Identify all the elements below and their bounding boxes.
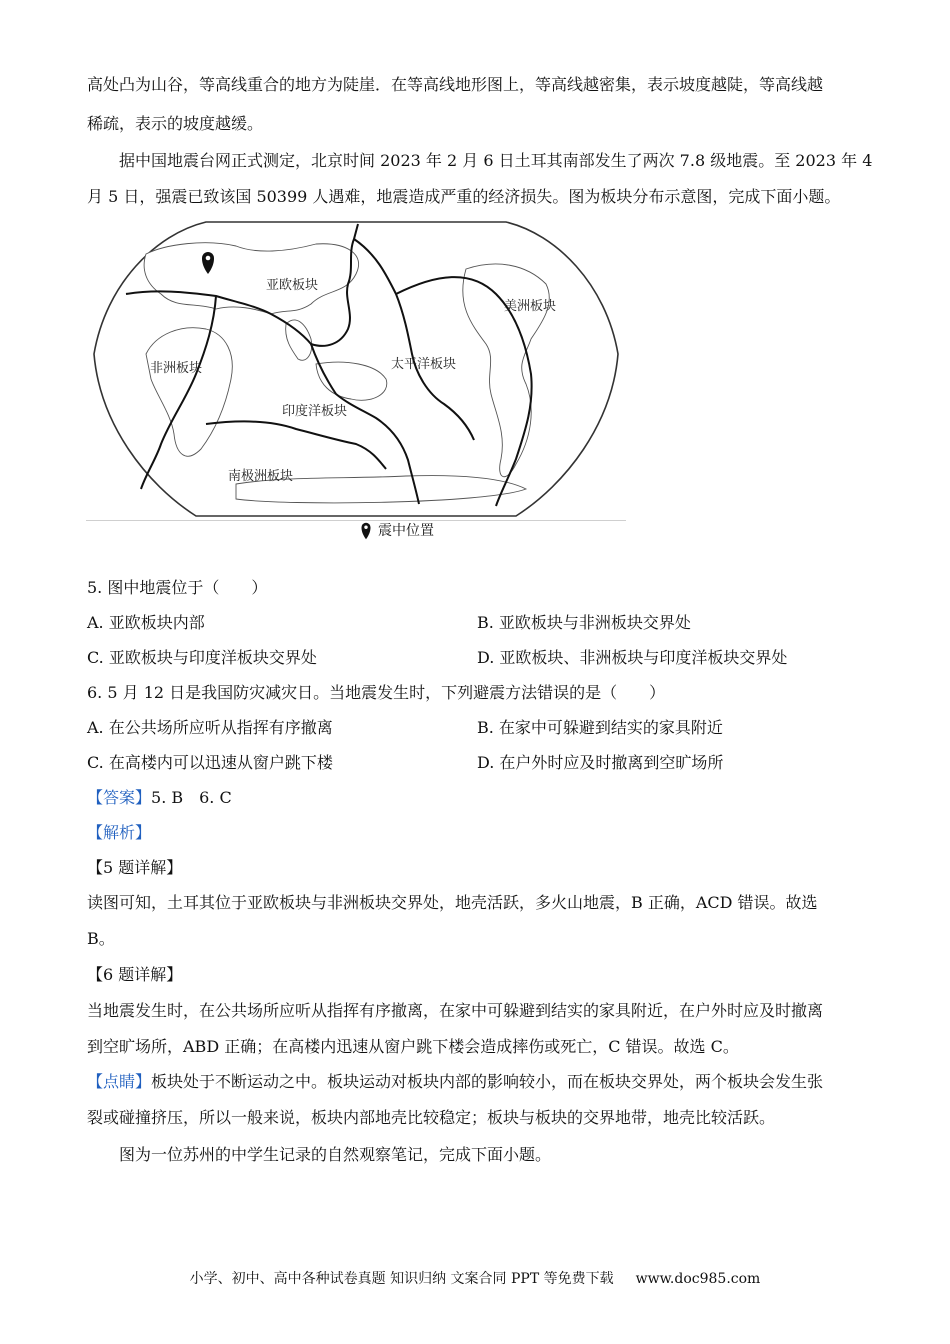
stem-line-1: 据中国地震台网正式测定，北京时间 2023 年 2 月 6 日土耳其南部发生了两次 7.8 级地震。至 2023 年 4 [119, 151, 873, 170]
detail5-line-1: 读图可知，土耳其位于亚欧板块与非洲板块交界处，地壳活跃，多火山地震，B 正确，ACD 错误。故选 [87, 893, 818, 912]
q5-stem: 5. 图中地震位于（ ） [87, 578, 268, 597]
map-legend [360, 520, 434, 542]
answer-line [87, 787, 232, 809]
label-indian-plate: 印度洋板块 [282, 404, 348, 419]
q5-option-a: A. 亚欧板块内部 [87, 613, 205, 632]
label-african-plate: 非洲板块 [150, 361, 203, 376]
tip-line-1 [87, 1071, 823, 1093]
q6-option-b: B. 在家中可躲避到结实的家具附近 [477, 718, 723, 737]
label-american-plate: 美洲板块 [504, 299, 557, 314]
location-pin-icon [360, 522, 372, 540]
label-antarctic-plate: 南极洲板块 [228, 469, 294, 484]
tip-tag: 【点睛】 [87, 1072, 152, 1091]
q6-option-c: C. 在高楼内可以迅速从窗户跳下楼 [87, 753, 333, 772]
detail5-heading: 【5 题详解】 [87, 858, 183, 877]
analysis-tag: 【解析】 [87, 823, 152, 842]
q6-option-a: A. 在公共场所应听从指挥有序撤离 [87, 718, 333, 737]
q5-option-d: D. 亚欧板块、非洲板块与印度洋板块交界处 [477, 648, 788, 667]
next-intro: 图为一位苏州的中学生记录的自然观察笔记，完成下面小题。 [119, 1145, 552, 1164]
intro-line-1: 高处凸为山谷，等高线重合的地方为陡崖．在等高线地形图上，等高线越密集，表示坡度越陡，等高线越 [87, 75, 824, 94]
label-eurasian-plate: 亚欧板块 [266, 278, 319, 293]
detail6-heading: 【6 题详解】 [87, 965, 183, 984]
detail5-line-2: B。 [87, 929, 115, 948]
q5-option-c: C. 亚欧板块与印度洋板块交界处 [87, 648, 317, 667]
footer-link[interactable]: www.doc985.com [635, 1271, 761, 1287]
label-pacific-plate: 太平洋板块 [391, 357, 457, 372]
map-divider [86, 520, 626, 521]
map-legend-label: 震中位置 [378, 523, 434, 539]
answer-tag: 【答案】 [87, 788, 152, 807]
detail6-line-1: 当地震发生时，在公共场所应听从指挥有序撤离，在家中可躲避到结实的家具附近，在户外时应及时撤离 [87, 1001, 824, 1020]
detail6-line-2: 到空旷场所，ABD 正确；在高楼内迅速从窗户跳下楼会造成摔伤或死亡，C 错误。故选 C。 [87, 1037, 739, 1056]
plate-map-svg [86, 214, 626, 519]
answer-text: 5. B 6. C [151, 788, 232, 807]
stem-line-2: 月 5 日，强震已致该国 50399 人遇难，地震造成严重的经济损失。图为板块分布示意图，完成下面小题。 [87, 187, 841, 206]
footer-text: 小学、初中、高中各种试卷真题 知识归纳 文案合同 PPT 等免费下载 [189, 1271, 614, 1287]
tip-text-1: 板块处于不断运动之中。板块运动对板块内部的影响较小，而在板块交界处，两个板块会发生张 [151, 1072, 824, 1091]
page-footer [0, 1268, 950, 1290]
plate-map [86, 214, 626, 519]
q6-stem: 6. 5 月 12 日是我国防灾减灾日。当地震发生时，下列避震方法错误的是（ ） [87, 683, 666, 702]
tip-line-2: 裂或碰撞挤压，所以一般来说，板块内部地壳比较稳定；板块与板块的交界地带，地壳比较活跃。 [87, 1108, 776, 1127]
q5-option-b: B. 亚欧板块与非洲板块交界处 [477, 613, 691, 632]
q6-option-d: D. 在户外时应及时撤离到空旷场所 [477, 753, 724, 772]
analysis-line [87, 822, 151, 844]
intro-line-2: 稀疏，表示的坡度越缓。 [87, 114, 264, 133]
